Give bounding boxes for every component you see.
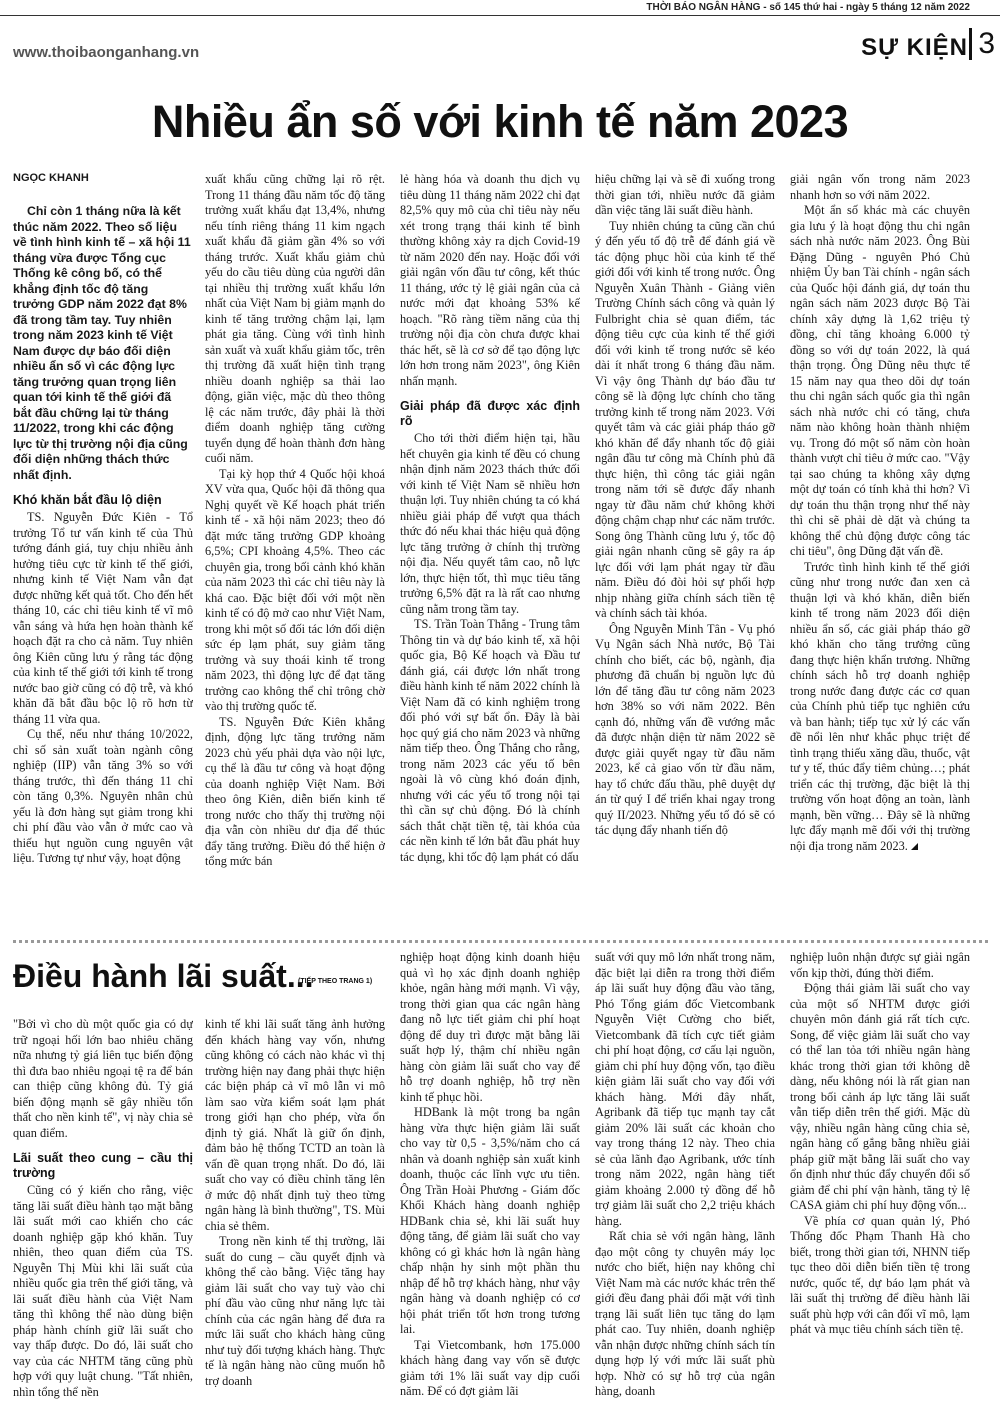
top-bar <box>0 0 1000 16</box>
lead-paragraph: Chỉ còn 1 tháng nữa là kết thúc năm 2022. Theo số liệu về tình hình kinh tế – xã hội 11 tháng vừa được Tổng cục Thống kê công bố, có thể khẳng định tốc độ tăng trưởng GDP năm 2022 đạt 8% đã trong tầm tay. Tuy nhiên trong năm 2023 kinh tế Việt Nam được dự báo đối diện nhiều ẩn số vì các động lực tăng trưởng quan trọng liên quan tới kinh tế thế giới đã bắt đầu chững lại từ tháng 11/2022, trong khi các động lực từ thị trường nội địa cũng đối diện những thách thức nhất định. <box>13 204 191 482</box>
continued-from[interactable]: (TIẾP THEO TRANG 1) <box>298 978 373 985</box>
paragraph: Tại Vietcombank, hơn 175.000 khách hàng đang vay vốn sẽ được giảm tới 1% lãi suất vay dịp cuối năm. Để có đợt giảm lãi <box>400 1337 580 1398</box>
paragraph: Cho tới thời điểm hiện tại, hầu hết chuyên gia kinh tế đều có chung nhận định năm 2023 thách thức đối với kinh tế Việt Nam sẽ nhiều hơn thuận lợi. Tuy nhiên chúng ta có khá nhiều giải pháp để vượt qua thách thức đó nếu khai thác hiệu quả động lực tăng trưởng ở chính thị trường nội địa. Nếu quyết tâm cao, nỗ lực lớn, thực hiện tốt, thì mục tiêu tăng trưởng 6,5% đặt ra là rất cao nhưng cũng nằm trong tầm tay. <box>400 431 580 616</box>
paragraph: Rất chia sẻ với ngân hàng, lãnh đạo một công ty chuyên máy lọc nước cho biết, hiện nay không chỉ Việt Nam mà các nước khác trên thế giới đều đang phải đối mặt với tình trạng lãi suất liên tục tăng do lạm phát cao. Tuy nhiên, doanh nghiệp vẫn nhận được những chính sách tín dụng hợp lý với mức lãi suất phù hợp. Nhờ có sự hỗ trợ của ngân hàng, doanh <box>595 1229 775 1398</box>
subheading-1: Khó khăn bắt đầu lộ diện <box>13 493 162 507</box>
paragraph: Tại kỳ họp thứ 4 Quốc hội khoá XV vừa qua, Quốc hội đã thông qua Nghị quyết về Kế hoạch phát triển kinh tế - xã hội năm 2023; theo đó đặt mức tăng trưởng GDP khoảng 6,5%; CPI khoảng 4,5%. Theo các chuyên gia, trong bối cảnh khó khăn của năm 2023 thì các chỉ tiêu này là khá cao. Đặc biệt đối với một nền kinh tế có độ mở cao như Việt Nam, trong khi một số đối tác lớn đối diện sức ép lạm phát, suy giảm tăng trưởng và suy thoái kinh tế trong năm 2023, thì động lực để đạt tăng trưởng cao không thể chỉ trông chờ vào thị trường quốc tế. <box>205 466 385 713</box>
paragraph: Tuy nhiên chúng ta cũng cần chú ý đến yếu tố độ trễ để đánh giá về tác động phục hồi của kinh tế thế giới đối với kinh tế trong nước. Ông Nguyễn Xuân Thành - Giảng viên Trường Chính sách công và quản lý Fulbright chia sẻ quan điểm, tác động tiêu cực của kinh tế thế giới đối với kinh tế trong nước sẽ kéo dài ít nhất trong 6 tháng đầu năm. Vì vậy ông Thành dự báo đầu tư công sẽ là động lực chính cho tăng trưởng kinh tế trong năm 2023. Với quyết tâm và các giải pháp tháo gỡ khó khăn để đẩy nhanh tốc độ giải ngân đầu tư công mà Chính phủ đã thực hiện, thì công tác giải ngân trong năm tới sẽ được đẩy nhanh ngay từ đầu năm chứ không khởi động chậm chạp như các năm trước. Song ông Thành cũng lưu ý, tốc độ giải ngân nhanh cũng sẽ gây ra áp lực đối với lạm phát ngay từ đầu năm. Điều đó đòi hỏi sự phối hợp nhịp nhàng giữa chính sách tiền tệ và chính sách tài khóa. <box>595 218 775 620</box>
byline: NGỌC KHANH <box>13 172 89 184</box>
article1-column-2 <box>205 172 385 924</box>
headline: Nhiều ẩn số với kinh tế năm 2023 <box>151 96 849 147</box>
subheading-3: Lãi suất theo cung – cầu thị trường <box>13 1151 193 1180</box>
paragraph: Trong nền kinh tế thị trường, lãi suất do cung – cầu quyết định và không thể cào bằng. Việc tăng hay giảm lãi suất cho vay tuỳ vào chi phí đầu vào cũng như năng lực tài chính của các ngân hàng để đưa ra mức lãi suất cho khách hàng cũng như tuỳ đối tượng khách hàng. Thực tế là ngân hàng nào cũng muốn hỗ trợ doanh <box>205 1234 385 1388</box>
article1-column-5 <box>790 172 970 924</box>
headline-2: Điều hành lãi suất... <box>13 958 314 994</box>
issue-info: THỜI BÁO NGÂN HÀNG - số 145 thứ hai - ngày 5 tháng 12 năm 2022 <box>646 2 970 13</box>
end-mark-icon <box>911 843 918 850</box>
paragraph: Ông Nguyễn Minh Tân - Vụ phó Vụ Ngân sách Nhà nước, Bộ Tài chính cho biết, các bộ, ngành, địa phương đã chuẩn bị nguồn lực đủ lớn để tăng đầu tư công năm 2023 hơn 38% so với năm 2022. Bên cạnh đó, những vấn đề vướng mắc đã được nhận diện từ năm 2022 sẽ được giải quyết ngay từ đầu năm 2023, kể cả giao vốn từ đầu năm, hay tổ chức đấu thầu, phê duyệt dự án từ quý I để triển khai ngay trong quý II/2023. Những yếu tố đó sẽ có tác dụng đẩy nhanh tiến độ <box>595 621 775 837</box>
paragraph <box>790 560 970 855</box>
page-number: 3 <box>969 28 995 60</box>
subheading-2: Giải pháp đã được xác định rõ <box>400 399 580 428</box>
paragraph: hiệu chững lại và sẽ đi xuống trong thời gian tới, nhiều nước đã giảm dần việc tăng lãi suất điều hành. <box>595 172 775 217</box>
article2-column-2 <box>205 1017 385 1409</box>
paragraph: Động thái giảm lãi suất cho vay của một số NHTM được giới chuyên môn đánh giá rất tích cực. Song, để việc giảm lãi suất cho vay có thể lan tỏa tới nhiều ngân hàng khác trong thời gian tới không dễ dàng, nếu không nói là rất gian nan trong bối cảnh áp lực tăng lãi suất vẫn tiếp diễn trên thế giới. Mặc dù vậy, nhiều ngân hàng cũng chia sẻ, ngân hàng cố gắng bằng nhiều giải pháp giữ mặt bằng lãi suất cho vay ổn định như thúc đẩy chuyển đổi số giảm để chi phí vận hành, tăng tỷ lệ CASA giảm chi phí huy động vốn... <box>790 981 970 1212</box>
article2-column-5 <box>790 950 970 1409</box>
paragraph: xuất khẩu cũng chững lại rõ rệt. Trong 11 tháng đầu năm tốc độ tăng trưởng xuất khẩu đạt 13,4%, nhưng nếu tính riêng tháng 11 kim ngạch xuất khẩu đã giảm gần 4% so với tháng trước. Xuất khẩu giảm chủ yếu do cầu tiêu dùng của người dân tại nhiều thị trường xuất khẩu lớn nhất của Việt Nam bị giảm mạnh do kinh tế tăng trưởng chậm lại, lạm phát gia tăng. Cùng với tình hình sản xuất và xuất khẩu giảm tốc, trên thị trường đã xuất hiện tình trạng nhiều doanh nghiệp sa thải lao động, giãn việc, mặc dù theo thông lệ các năm trước, đây phải là thời điểm doanh nghiệp tăng cường tuyển dụng để hoàn thành đơn hàng cuối năm. <box>205 172 385 465</box>
paragraph: TS. Nguyễn Đức Kiên khẳng định, động lực tăng trưởng năm 2023 chủ yếu phải dựa vào nội lực, cụ thể là đầu tư công và hoạt động của doanh nghiệp Việt Nam. Bởi theo ông Kiên, diễn biến kinh tế trong nước cho thấy thị trường nội địa vẫn còn nhiều dư địa để thúc đẩy tăng trưởng. Điều đó thể hiện ở tổng mức bán <box>205 714 385 868</box>
paragraph: giải ngân vốn trong năm 2023 nhanh hơn so với năm 2022. <box>790 172 970 202</box>
section-label: SỰ KIỆN <box>861 34 968 61</box>
paragraph: nghiệp luôn nhận được sự giải ngân vốn kịp thời, đúng thời điểm. <box>790 950 970 980</box>
paragraph: kinh tế khi lãi suất tăng ảnh hưởng đến khách hàng vay vốn, nhưng cũng không có cách nào khác vì thị trường hiện nay đang phải thực hiện các biện pháp cả vĩ mô lẫn vi mô làm sao vừa kiểm soát lạm phát trong giới hạn cho phép, vừa ổn định tỷ giá. Nhất là giữ ổn định, đảm bảo hệ thống TCTD an toàn là vấn đề quan trọng nhất. Do đó, lãi suất cho vay có điều chỉnh tăng lên ở mức độ nhất định tuỳ theo từng ngân hàng là bình thường", TS. Mùi chia sẻ thêm. <box>205 1017 385 1233</box>
paragraph: Cụ thể, nếu như tháng 10/2022, chỉ số sản xuất toàn ngành công nghiệp (IIP) vẫn tăng 3% so với tháng trước, thì đến tháng 11 chỉ còn tăng 0,3%. Nguyên nhân chủ yếu là đơn hàng sụt giảm trong khi chi phí đầu vào vẫn ở mức cao và thiếu hụt nguồn cung nguyên vật liệu. Tương tự như vậy, hoạt động <box>13 727 193 865</box>
article2-column-4 <box>595 950 775 1409</box>
article-divider <box>13 940 988 943</box>
paragraph: Cũng có ý kiến cho rằng, việc tăng lãi suất điều hành tạo mặt bằng lãi suất mới cao khiến cho các doanh nghiệp gặp khó khăn. Tuy nhiên, theo quan điểm của TS. Nguyễn Thị Mùi khi lãi suất của nhiều quốc gia trên thế giới tăng, và lãi suất điều hành của Việt Nam tăng thì không thể nào dùng biện pháp hành chính giữ lãi suất cho vay thấp được. Do đó, lãi suất cho vay của các NHTM tăng cũng phù hợp với quy luật chung. "Tất nhiên, nhìn tổng thể nền <box>13 1183 193 1399</box>
paragraph: HDBank là một trong ba ngân hàng vừa thực hiện giảm lãi suất cho vay từ 0,5 - 3,5%/năm cho cá nhân và doanh nghiệp sản xuất kinh doanh, thuộc các lĩnh vực ưu tiên. Ông Trần Hoài Phương - Giám đốc Khối Khách hàng doanh nghiệp HDBank chia sẻ, khi lãi suất huy động tăng, để giảm lãi suất cho vay không có gì khác hơn là ngân hàng chấp nhận hy sinh một phần thu nhập để hỗ trợ khách hàng, như vậy ngân hàng và doanh nghiệp có cơ hội phát triển tốt hơn trong tương lai. <box>400 1105 580 1336</box>
paragraph: suất với quy mô lớn nhất trong năm, đặc biệt lại diễn ra trong thời điểm áp lãi suất huy động đầu vào tăng, Phó Tổng giám đốc Vietcombank Nguyễn Việt Cường cho biết, Vietcombank đã tích cực tiết giảm chi phí hoạt động, cơ cấu lại nguồn, giảm chi phí huy động vốn, tạo điều kiện giảm lãi suất cho vay đối với khách hàng. Mới đây nhất, Agribank đã tiếp tục mạnh tay cắt giảm 20% lãi suất các khoản cho vay trong tháng 12 này. Theo chia sẻ của lãnh đạo Agribank, ước tính trong năm 2022, ngân hàng tiết giảm khoảng 2.000 tỷ đồng để hỗ trợ giảm lãi suất cho 2,2 triệu khách hàng. <box>595 950 775 1228</box>
article1-column-3 <box>400 172 580 924</box>
paragraph: Về phía cơ quan quản lý, Phó Thống đốc Phạm Thanh Hà cho biết, trong thời gian tới, NHNN tiếp tục theo dõi diễn biến tiền tệ trong nước, quốc tế, dự báo lạm phát và lãi suất thị trường để điều hành lãi suất phù hợp với cân đối vĩ mô, lạm phát và mục tiêu chính sách tiền tệ. <box>790 1213 970 1336</box>
site-url[interactable]: www.thoibaonganhang.vn <box>13 44 200 61</box>
article2-column-3 <box>400 950 580 1409</box>
paragraph: TS. Trần Toàn Thắng - Trung tâm Thông tin và dự báo kinh tế, xã hội quốc gia, Bộ Kế hoạch và Đầu tư đánh giá, cái được lớn nhất trong điều hành kinh tế năm 2022 chính là Việt Nam đã có kinh nghiệm trong đối phó với sự bất ổn. Đây là bài học quý giá cho năm 2023 và những năm tiếp theo. Ông Thắng cho rằng, trong năm 2023 các yếu tố bên ngoài là vô cùng khó đoán định, nhưng với các yếu tố trong nội tại thì cần sự chủ động. Đó là chính sách thắt chặt tiền tệ, tài khóa của các nền kinh tế lớn bắt đầu phát huy tác dụng, khi tốc độ lạm phát có dấu <box>400 617 580 864</box>
paragraph: nghiệp hoạt động kinh doanh hiệu quả vì họ xác định doanh nghiệp khỏe, ngân hàng mới mạnh. Vì vậy, trong thời gian qua các ngân hàng đang nỗ lực tiết giảm chi phí hoạt động để duy trì được mặt bằng lãi suất hợp lý, thậm chí nhiều ngân hàng còn giảm lãi suất cho vay để hỗ trợ doanh nghiệp, hỗ trợ nền kinh tế phục hồi. <box>400 950 580 1104</box>
article1-column-4 <box>595 172 775 924</box>
article2-column-1 <box>13 1017 193 1409</box>
article1-column-1 <box>13 172 193 924</box>
paragraph: Một ẩn số khác mà các chuyên gia lưu ý là hoạt động thu chi ngân sách nhà nước năm 2023. Ông Bùi Đặng Dũng - nguyên Phó Chủ nhiệm Ủy ban Tài chính - ngân sách của Quốc hội đánh giá, dự toán thu ngân sách năm 2023 được Bộ Tài chính xây dựng là 1,62 triệu tỷ đồng, chỉ tăng khoảng 6.000 tỷ đồng so với dự toán 2022, là quá thận trọng. Ông Dũng nêu thực tế 15 năm nay qua theo dõi dự toán thu chi ngân sách quốc gia thì ngân sách nhà nước chi có tăng, chưa năm nào không hoàn thành nhiệm vụ. Trong đó một số năm còn hoàn thành vượt chỉ tiêu ở mức cao. "Vậy tại sao chúng ta không xây dựng một dự toán có tính khả thi hơn? Vì dự toán thu thận trọng như thế này thì chi sẽ phải dè dặt và chúng ta không thể chủ động được công tác chi tiêu", ông Dũng đặt vấn đề. <box>790 203 970 558</box>
paragraph: TS. Nguyễn Đức Kiên - Tổ trưởng Tổ tư vấn kinh tế của Thủ tướng đánh giá, tuy chịu nhiều ảnh hưởng tiêu cực từ kinh tế thế giới, nhưng kinh tế Việt Nam vẫn đạt được những kết quả tốt. Cho đến hết tháng 10, các chỉ tiêu kinh tế vĩ mô vẫn sáng và hứa hẹn hoàn thành kế hoạch đặt ra cho cả năm. Tuy nhiên ông Kiên cũng lưu ý rằng tác động của kinh tế thế giới tới kinh tế trong nước bao giờ cũng có độ trễ, và khó khăn đã bắt đầu bộc lộ rõ hơn từ tháng 11 vừa qua. <box>13 510 193 726</box>
paragraph: "Bởi vì cho dù một quốc gia có dự trữ ngoại hối lớn bao nhiêu chăng nữa nhưng tỷ giá liên tục biến động thì đưa bao nhiêu ngoại tệ ra để bán can thiệp cũng không đủ. Tỷ giá biến động mạnh sẽ gây nhiều tổn thất cho nền kinh tế", vị này chia sẻ quan điểm. <box>13 1017 193 1140</box>
paragraph: lẻ hàng hóa và doanh thu dịch vụ tiêu dùng 11 tháng năm 2022 chỉ đạt 82,5% quy mô của chỉ tiêu này nếu xét trong trạng thái kinh tế bình thường không xảy ra dịch Covid-19 từ năm 2020 đến nay. Hoặc đối với giải ngân vốn đầu tư công, kết thúc 11 tháng, ước tỷ lệ giải ngân của cả nước mới đạt khoảng 53% kế hoạch. "Rõ ràng tiềm năng của thị trường nội địa còn chưa được khai thác hết, sẽ là cơ sở để tạo động lực lớn hơn trong năm 2023", ông Kiên nhấn mạnh. <box>400 172 580 388</box>
paragraph-text: Trước tình hình kinh tế thế giới cũng như trong nước đan xen cả thuận lợi và khó khăn, diễn biến kinh tế trong năm 2023 đối diện nhiều ẩn số, các giải pháp tháo gỡ khó khăn cho tăng trưởng cũng đang thực hiện khẩn trương. Những chính sách hỗ trợ doanh nghiệp trong nước đang được các cơ quan của Chính phủ tiếp tục nghiên cứu và ban hành; tiếp tục xử lý các vấn đề nổi lên như khắc phục triệt để tình trạng thiếu xăng dầu, thuốc, vật tư y tế, thúc đẩy tiêm chủng…; phát triển các thị trường, đặc biệt là thị trường vốn hoạt động an toàn, lành mạnh, bền vững… Đây sẽ là những lực đẩy mạnh mẽ đối với thị trường nội địa trong năm 2023. <box>790 559 970 853</box>
